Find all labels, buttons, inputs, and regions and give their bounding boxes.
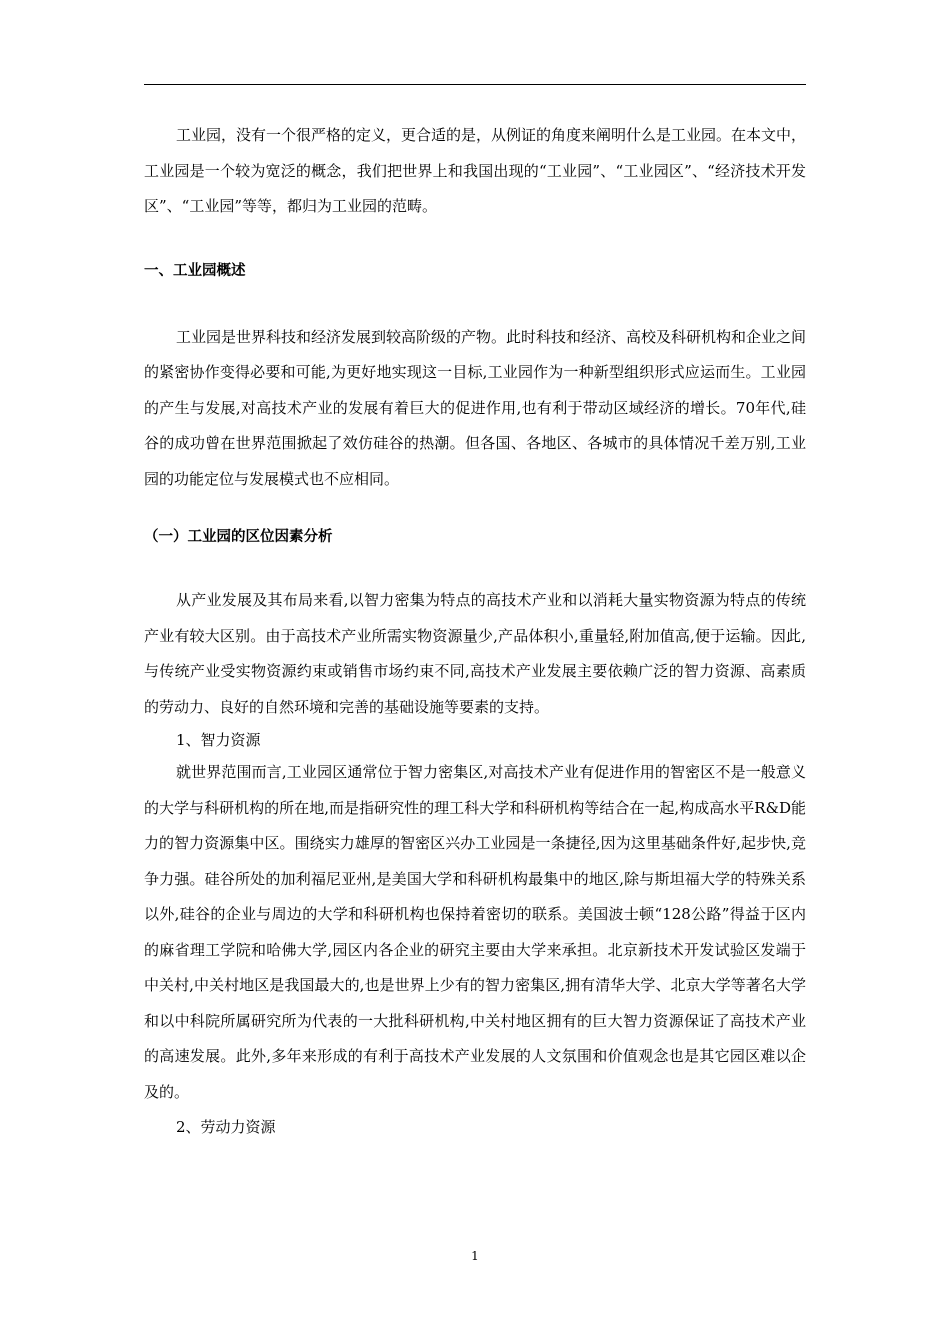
item-title-labor-resources: 2、劳动力资源: [176, 1118, 276, 1136]
overview-paragraph: 工业园是世界科技和经济发展到较高阶级的产物。此时科技和经济、高校及科研机构和企业之间的紧密协作变得必要和可能,为更好地实现这一目标,工业园作为一种新型组织形式应运而生。工业园的产生与发展,对高技术产业的发展有着巨大的促进作用,也有利于带动区域经济的增长。70年代,硅谷的成功曾在世界范围掀起了效仿硅谷的热潮。但各国、各地区、各城市的具体情况千差万别,工业园的功能定位与发展模式也不应相同。: [144, 327, 807, 488]
intro-paragraph: 工业园，没有一个很严格的定义，更合适的是，从例证的角度来阐明什么是工业园。在本文中，工业园是一个较为宽泛的概念，我们把世界上和我国出现的“工业园”、“工业园区”、“经济技术开发区”、“工业园”等等，都归为工业园的范畴。: [144, 126, 807, 215]
page-number: 1: [471, 1249, 479, 1263]
section-heading-overview: 一、工业园概述: [144, 262, 246, 279]
subsection-heading-location-factors: （一）工业园的区位因素分析: [144, 529, 333, 545]
item-title-intellectual-resources: 1、智力资源: [176, 731, 261, 749]
document-body: [144, 118, 806, 1142]
intellectual-resources-paragraph: 就世界范围而言,工业园区通常位于智力密集区,对高技术产业有促进作用的智密区不是一般意义的大学与科研机构的所在地,而是指研究性的理工科大学和科研机构等结合在一起,构成高水平R&D能力的智力资源集中区。围绕实力雄厚的智密区兴办工业园是一条捷径,因为这里基础条件好,起步快,竞争力强。硅谷所处的加利福尼亚州,是美国大学和科研机构最集中的地区,除与斯坦福大学的特殊关系以外,硅谷的企业与周边的大学和科研机构也保持着密切的联系。美国波士顿“128公路”得益于区内的麻省理工学院和哈佛大学,园区内各企业的研究主要由大学来承担。北京新技术开发试验区发端于中关村,中关村地区是我国最大的,也是世界上少有的智力密集区,拥有清华大学、北京大学等著名大学和以中科院所属研究所为代表的一大批科研机构,中关村地区拥有的巨大智力资源保证了高技术产业的高速发展。此外,多年来形成的有利于高技术产业发展的人文氛围和价值观念也是其它园区难以企及的。: [144, 763, 806, 1101]
header-rule: [144, 84, 806, 85]
location-factors-paragraph: 从产业发展及其布局来看,以智力密集为特点的高技术产业和以消耗大量实物资源为特点的传统产业有较大区别。由于高技术产业所需实物资源量少,产品体积小,重量轻,附加值高,便于运输。因此,与传统产业受实物资源约束或销售市场约束不同,高技术产业发展主要依赖广泛的智力资源、高素质的劳动力、良好的自然环境和完善的基础设施等要素的支持。: [144, 591, 806, 716]
